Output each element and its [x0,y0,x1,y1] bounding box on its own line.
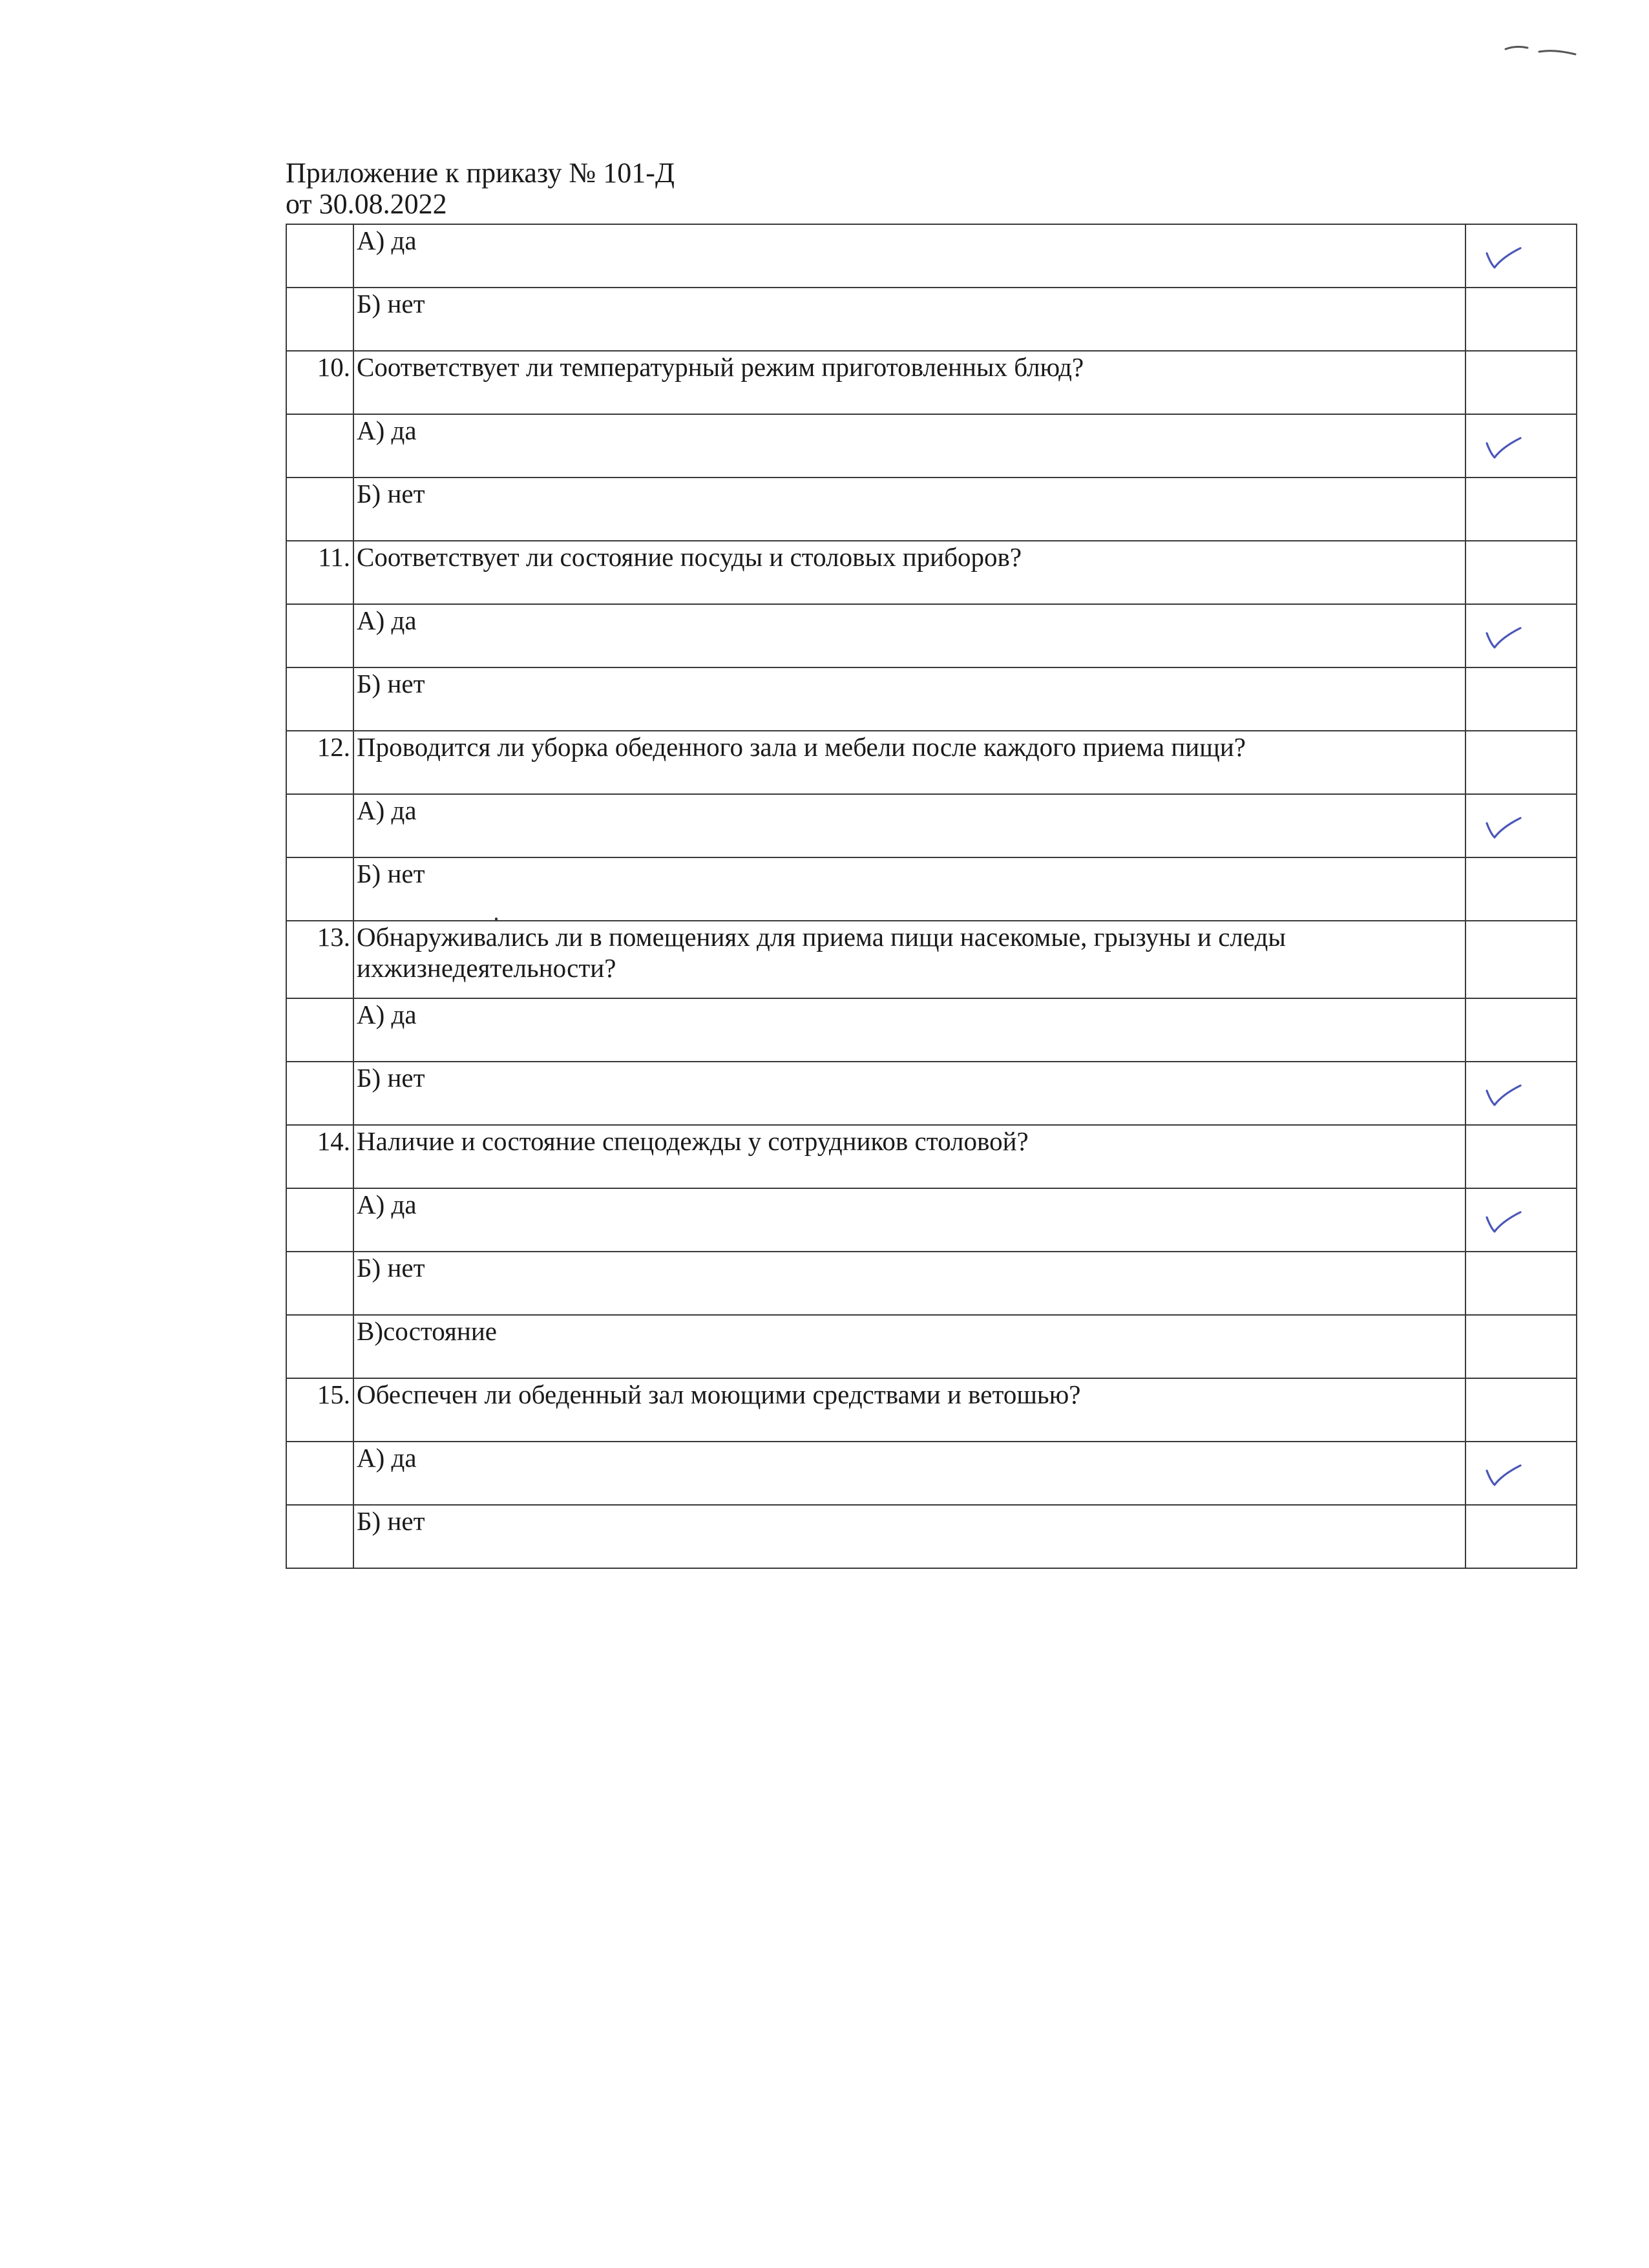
answer-row [286,857,1577,921]
answer-mark-cell [1465,794,1577,857]
answer-row [286,1252,1577,1315]
answer-mark-cell [1465,998,1577,1062]
answer-mark-cell [1465,1505,1577,1568]
question-row [286,731,1577,794]
answer-mark-cell [1465,1442,1577,1505]
handwritten-checkmark-icon [1483,814,1524,843]
answer-row [286,414,1577,478]
answer-row [286,1505,1577,1568]
handwritten-checkmark-icon [1483,1208,1524,1237]
question-number [286,1252,353,1315]
handwritten-checkmark-icon [1483,1462,1524,1490]
question-number [286,794,353,857]
scan-artifact-mark [1503,37,1581,63]
handwritten-checkmark-icon [1483,244,1524,273]
question-row [286,921,1577,998]
answer-mark-cell [1465,857,1577,921]
answer-option: А) да [353,604,1465,667]
question-number [286,604,353,667]
question-row [286,1378,1577,1442]
order-date: от 30.08.2022 [286,188,447,220]
answer-mark-cell [1465,1252,1577,1315]
answer-option: Б) нет [353,288,1465,351]
answer-row [286,794,1577,857]
answer-mark-cell [1465,667,1577,731]
inspection-checklist-table [286,224,1577,1569]
answer-option: А) да [353,998,1465,1062]
order-reference: Приложение к приказу № 101-Д [286,157,675,189]
question-number [286,288,353,351]
question-number [286,224,353,288]
answer-mark-cell [1465,224,1577,288]
answer-mark-cell [1465,921,1577,998]
answer-mark-cell [1465,478,1577,541]
question-number [286,1188,353,1252]
question-number: 13. [286,921,353,998]
answer-row [286,478,1577,541]
answer-row [286,667,1577,731]
answer-mark-cell [1465,1315,1577,1378]
question-number: 14. [286,1125,353,1188]
question-text: Обеспечен ли обеденный зал моющими средствами и ветошью? [353,1378,1465,1442]
answer-mark-cell [1465,541,1577,604]
question-number [286,857,353,921]
answer-option: А) да [353,224,1465,288]
answer-mark-cell [1465,288,1577,351]
question-text: Обнаруживались ли в помещениях для приема пищи насекомые, грызуны и следы ихжизнедеятельности? [353,921,1465,998]
answer-mark-cell [1465,604,1577,667]
handwritten-checkmark-icon [1483,434,1524,463]
question-text: Соответствует ли состояние посуды и столовых приборов? [353,541,1465,604]
answer-row [286,288,1577,351]
answer-option: А) да [353,794,1465,857]
handwritten-checkmark-icon [1483,624,1524,653]
answer-option: Б) нет [353,1505,1465,1568]
question-text: Соответствует ли температурный режим приготовленных блюд? [353,351,1465,414]
answer-row [286,1442,1577,1505]
question-number: 11. [286,541,353,604]
question-row [286,541,1577,604]
answer-row [286,1188,1577,1252]
answer-option: Б) нет [353,1062,1465,1125]
answer-mark-cell [1465,1062,1577,1125]
document-header [286,158,675,220]
question-number [286,414,353,478]
question-row [286,1125,1577,1188]
answer-mark-cell [1465,351,1577,414]
answer-row [286,998,1577,1062]
question-text: Наличие и состояние спецодежды у сотрудников столовой? [353,1125,1465,1188]
question-number [286,1442,353,1505]
answer-mark-cell [1465,1125,1577,1188]
question-number: 10. [286,351,353,414]
answer-option: Б) нет [353,667,1465,731]
answer-row [286,1315,1577,1378]
question-number [286,478,353,541]
question-row [286,351,1577,414]
answer-mark-cell [1465,1378,1577,1442]
answer-mark-cell [1465,414,1577,478]
answer-option: А) да [353,1442,1465,1505]
answer-option: А) да [353,1188,1465,1252]
answer-row [286,604,1577,667]
answer-option: Б) нет [353,1252,1465,1315]
question-number [286,998,353,1062]
question-text: Проводится ли уборка обеденного зала и мебели после каждого приема пищи? [353,731,1465,794]
answer-row [286,224,1577,288]
question-number [286,1315,353,1378]
answer-mark-cell [1465,1188,1577,1252]
question-number [286,1505,353,1568]
answer-row [286,1062,1577,1125]
question-number [286,1062,353,1125]
handwritten-checkmark-icon [1483,1082,1524,1110]
answer-option: А) да [353,414,1465,478]
answer-option: Б) нет [353,857,1465,921]
question-number [286,667,353,731]
question-number: 12. [286,731,353,794]
answer-option: В)состояние [353,1315,1465,1378]
answer-option: Б) нет [353,478,1465,541]
answer-mark-cell [1465,731,1577,794]
question-number: 15. [286,1378,353,1442]
